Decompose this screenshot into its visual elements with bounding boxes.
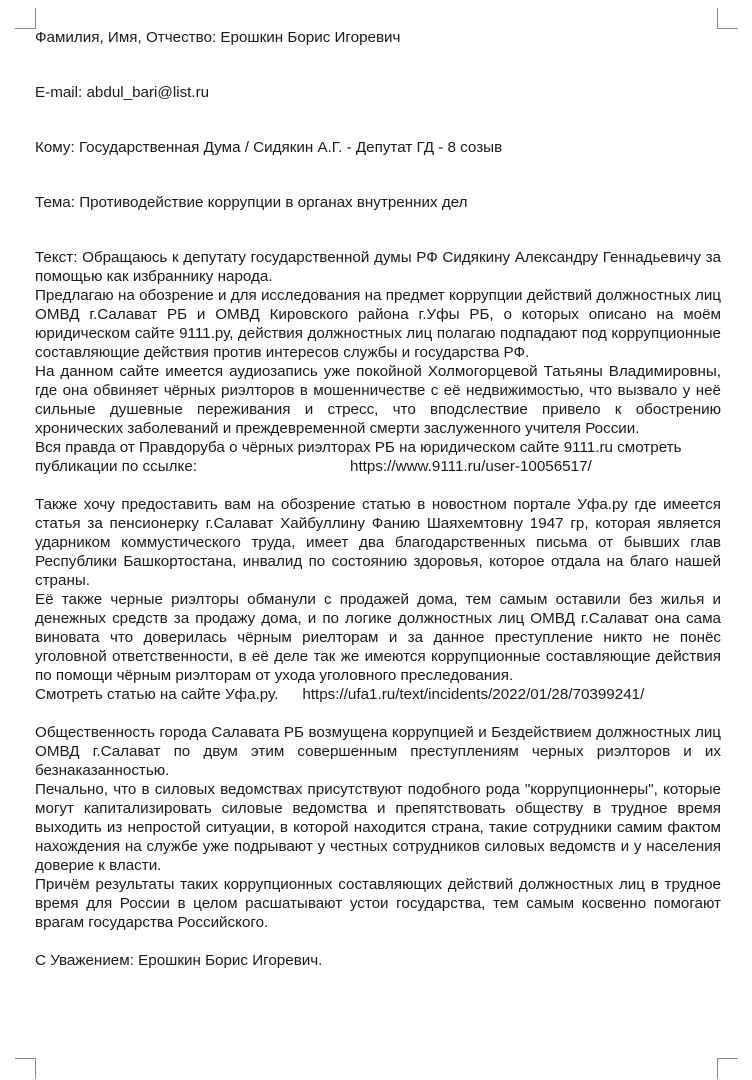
- article-link-url: https://ufa1.ru/text/incidents/2022/01/28/70399241/: [302, 686, 645, 703]
- email-line: E-mail: abdul_bari@list.ru: [35, 84, 210, 101]
- publications-link-label: публикации по ссылке:: [35, 458, 197, 475]
- body-paragraph-9: Печально, что в силовых ведомствах присутствуют подобного рода "коррупционнеры", которые могут капитализировать силовые ведомства и препятствовать обществу в трудное время выходить из непростой ситуации, в которой находится страна, такие сотрудники самим фактом нахождения на службе уже подрывают у честных сотрудников силовых ведомств и у населения доверие к власти.: [35, 781, 721, 874]
- body-paragraph-2: Предлагаю на обозрение и для исследования на предмет коррупции действий должностных лиц ОМВД г.Салават РБ и ОМВД Кировского района г.Уфы РБ, о которых описано на моём юридическом сайте 9111.ру, действия должностных лиц полагаю подпадают под коррупционные составляющие действия против интересов службы и государства РФ.: [35, 287, 721, 361]
- publications-link-url: https://www.9111.ru/user-10056517/: [350, 458, 592, 475]
- body-paragraph-10: Причём результаты таких коррупционных составляющих действий должностных лиц в трудное время для России в целом расшатывают устои государства, тем самым косвенно помогают врагам государства Российского.: [35, 876, 721, 931]
- page-corner-mark-bottom-left: [15, 1058, 36, 1079]
- document-page: [35, 28, 721, 970]
- page-corner-mark-bottom-right: [717, 1058, 738, 1079]
- body-paragraph-6: Её также черные риэлторы обманули с продажей дома, тем самым оставили без жилья и денежных средств за продажу дома, и по логике должностных лиц ОМВД г.Салават она сама виновата что доверилась чёрным риелторам и за данное преступление никто не понёс уголовной ответственности, в её деле так же имеются коррупционные составляющие действия по помощи чёрным риэлторам от ухода уголовного преследования.: [35, 591, 721, 684]
- body-paragraph-3: На данном сайте имеется аудиозапись уже покойной Холмогорцевой Татьяны Владимировны, где она обвиняет чёрных риэлторов в мошенничестве с её недвижимостью, что вызвало у неё сильные душевные переживания и стресс, что вподслествие привело к обострению хронических заболеваний и преждевременной смерти заслуженного учителя России.: [35, 363, 721, 437]
- page-corner-mark-top-right: [717, 8, 738, 29]
- article-link-row: [35, 685, 721, 704]
- article-link-label: Смотреть статью на сайте Уфа.ру.: [35, 686, 279, 703]
- body-paragraph-4: Вся правда от Правдоруба о чёрных риэлторах РБ на юридическом сайте 9111.ru смотреть: [35, 439, 682, 456]
- publications-link-row: [35, 457, 721, 476]
- body-paragraph-1: Текст: Обращаюсь к депутату государственной думы РФ Сидякину Александру Геннадьевичу за помощью как избраннику народа.: [35, 249, 721, 285]
- body-paragraph-8: Общественность города Салавата РБ возмущена коррупцией и Бездействием должностных лиц ОМВД г.Салават по двум этим совершенным преступлениям черных риэлторов и их безнаказанностью.: [35, 724, 721, 779]
- recipient-line: Кому: Государственная Дума / Сидякин А.Г. - Депутат ГД - 8 созыв: [35, 139, 503, 156]
- closing-signature: С Уважением: Ерошкин Борис Игоревич.: [35, 952, 323, 969]
- topic-line: Тема: Противодействие коррупции в органах внутренних дел: [35, 194, 468, 211]
- page-corner-mark-top-left: [15, 8, 36, 29]
- fio-line: Фамилия, Имя, Отчество: Ерошкин Борис Игоревич: [35, 29, 401, 46]
- body-paragraph-5: Также хочу предоставить вам на обозрение статью в новостном портале Уфа.ру где имеется статья за пенсионерку г.Салават Хайбуллину Фанию Шаяхемтовну 1947 гр, которая является ударником коммустического труда, имеет два благодарственных письма от бывших глав Республики Башкортостана, инвалид по состоянию здоровья, которое отдала на благо нашей страны.: [35, 496, 721, 589]
